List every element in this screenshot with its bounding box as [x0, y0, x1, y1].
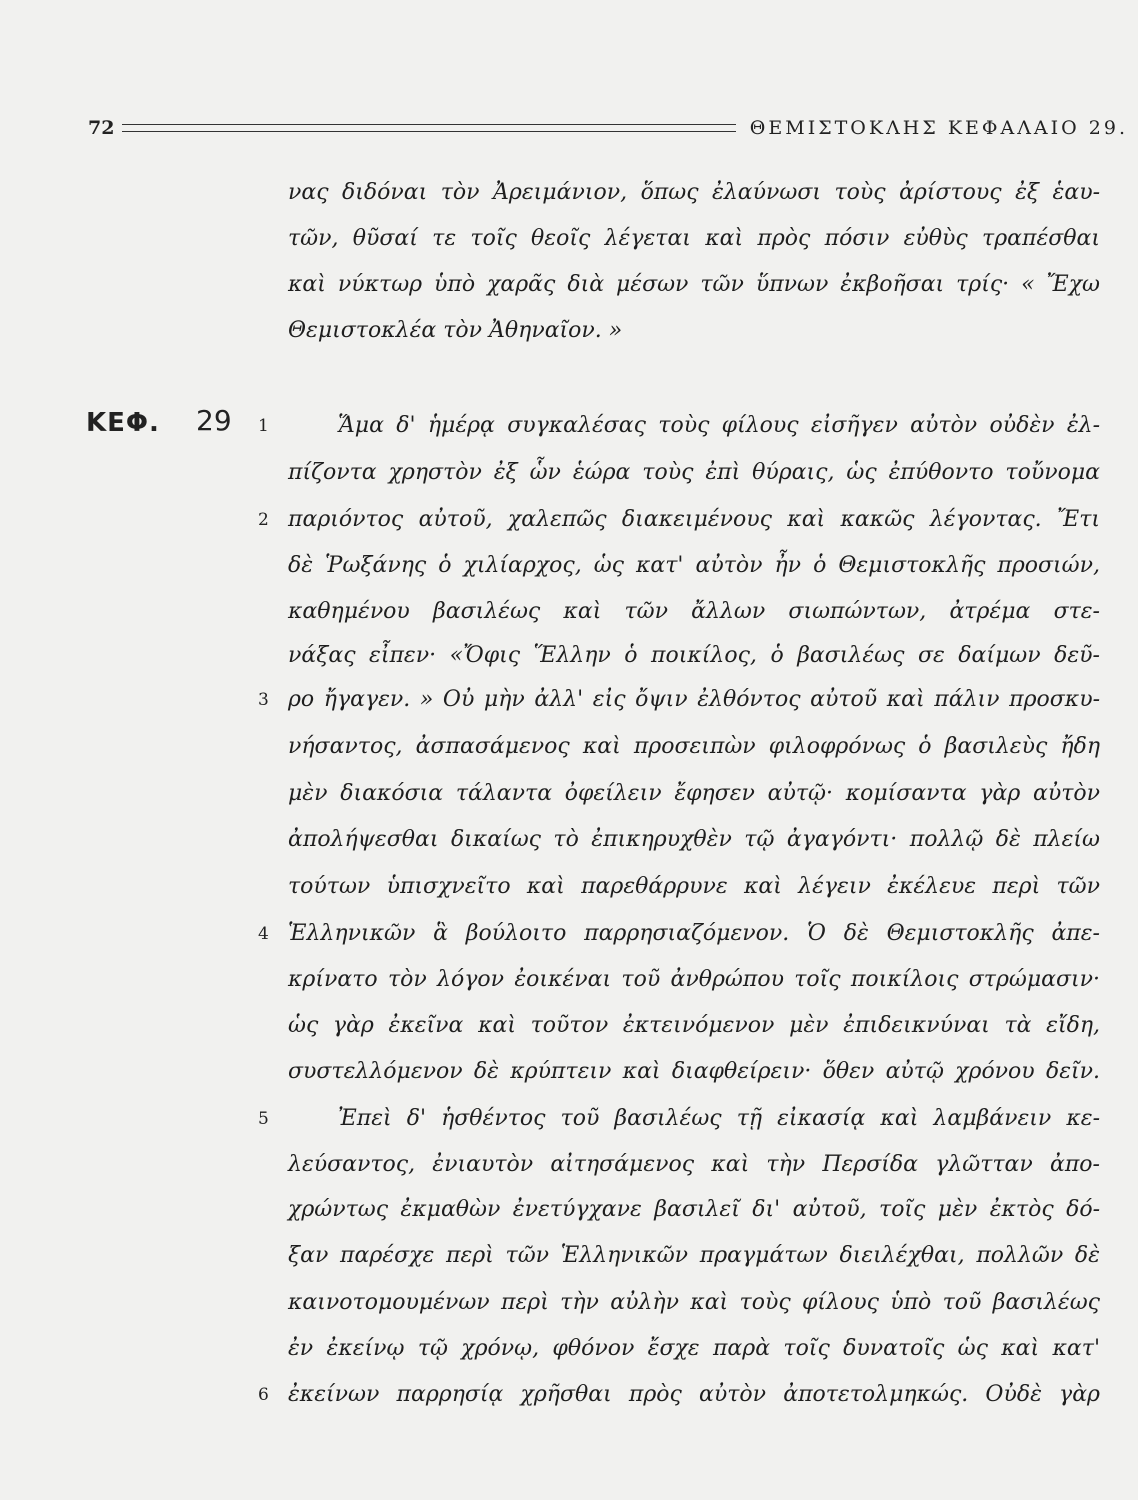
text-line: τούτων ὑπισχνεῖτο καὶ παρεθάρρυνε καὶ λέγειν ἐκέλευε περὶ τῶν	[288, 874, 1100, 899]
text-line: δὲ Ῥωξάνης ὁ χιλίαρχος, ὡς κατ' αὐτὸν ἦν ὁ Θεμιστοκλῆς προσιών,	[288, 553, 1100, 578]
text-line: Ἑλληνικῶν ἃ βούλοιτο παρρησιαζόμενον. Ὁ δὲ Θεμιστοκλῆς ἀπε-	[288, 921, 1100, 946]
text-line: Θεμιστοκλέα τὸν Ἀθηναῖον. »	[288, 318, 623, 343]
text-line: ἀπολήψεσθαι δικαίως τὸ ἐπικηρυχθὲν τῷ ἀγαγόντι· πολλῷ δὲ πλείω	[288, 827, 1100, 852]
text-line: συστελλόμενον δὲ κρύπτειν καὶ διαφθείρειν· ὅθεν αὐτῷ χρόνου δεῖν.	[288, 1059, 1100, 1084]
text-line: νάξας εἶπεν· «Ὄφις Ἕλλην ὁ ποικίλος, ὁ βασιλέως σε δαίμων δεῦ-	[288, 643, 1100, 668]
text-line: ξαν παρέσχε περὶ τῶν Ἑλληνικῶν πραγμάτων διειλέχθαι, πολλῶν δὲ	[288, 1243, 1100, 1268]
text-line: Ἅμα δ' ἡμέρᾳ συγκαλέσας τοὺς φίλους εἰσῆγεν αὐτὸν οὐδὲν ἐλ-	[338, 413, 1100, 438]
text-line: λεύσαντος, ἐνιαυτὸν αἰτησάμενος καὶ τὴν Περσίδα γλῶτταν ἀπο-	[288, 1152, 1100, 1177]
section-number: 5	[258, 1109, 269, 1129]
text-line: χρώντως ἐκμαθὼν ἐνετύγχανε βασιλεῖ δι' αὐτοῦ, τοῖς μὲν ἐκτὸς δό-	[288, 1197, 1100, 1222]
section-number: 4	[258, 924, 269, 944]
section-number: 1	[258, 416, 269, 436]
chapter-label: ΚΕΦ.	[86, 408, 160, 438]
text-line: μὲν διακόσια τάλαντα ὀφείλειν ἔφησεν αὐτῷ· κομίσαντα γὰρ αὐτὸν	[288, 781, 1100, 806]
header-rule	[122, 124, 735, 132]
text-line: νήσαντος, ἀσπασάμενος καὶ προσειπὼν φιλοφρόνως ὁ βασιλεὺς ἤδη	[288, 734, 1100, 759]
text-line: πίζοντα χρηστὸν ἐξ ὧν ἑώρα τοὺς ἐπὶ θύραις, ὡς ἐπύθοντο τοὔνομα	[288, 460, 1100, 485]
text-line: καινοτομουμένων περὶ τὴν αὐλὴν καὶ τοὺς φίλους ὑπὸ τοῦ βασιλέως	[288, 1290, 1100, 1315]
text-line: ἐκείνων παρρησίᾳ χρῆσθαι πρὸς αὐτὸν ἀποτετολμηκώς. Οὐδὲ γὰρ	[288, 1382, 1100, 1407]
text-line: νας διδόναι τὸν Ἀρειμάνιον, ὅπως ἐλαύνωσι τοὺς ἀρίστους ἐξ ἑαυ-	[288, 180, 1100, 205]
page-number: 72	[88, 117, 115, 139]
text-line: ρο ἤγαγεν. » Οὐ μὴν ἀλλ' εἰς ὄψιν ἐλθόντος αὐτοῦ καὶ πάλιν προσκυ-	[288, 687, 1100, 712]
section-number: 2	[258, 510, 269, 530]
section-number: 3	[258, 690, 269, 710]
text-line: καθημένου βασιλέως καὶ τῶν ἄλλων σιωπώντων, ἀτρέμα στε-	[288, 599, 1100, 624]
chapter-number: 29	[196, 404, 232, 437]
text-line: τῶν, θῦσαί τε τοῖς θεοῖς λέγεται καὶ πρὸς πόσιν εὐθὺς τραπέσθαι	[288, 226, 1100, 251]
text-line: κρίνατο τὸν λόγον ἐοικέναι τοῦ ἀνθρώπου τοῖς ποικίλοις στρώμασιν·	[288, 967, 1100, 992]
section-number: 6	[258, 1385, 269, 1405]
text-line: ἐν ἐκείνῳ τῷ χρόνῳ, φθόνον ἔσχε παρὰ τοῖς δυνατοῖς ὡς καὶ κατ'	[288, 1336, 1100, 1361]
text-line: καὶ νύκτωρ ὑπὸ χαρᾶς διὰ μέσων τῶν ὕπνων ἐκβοῆσαι τρίς· « Ἔχω	[288, 272, 1100, 297]
text-line: ὡς γὰρ ἐκεῖνα καὶ τοῦτον ἐκτεινόμενον μὲν ἐπιδεικνύναι τὰ εἴδη,	[288, 1013, 1100, 1038]
text-line: παριόντος αὐτοῦ, χαλεπῶς διακειμένους καὶ κακῶς λέγοντας. Ἔτι	[288, 507, 1100, 532]
text-line: Ἐπεὶ δ' ἡσθέντος τοῦ βασιλέως τῇ εἰκασίᾳ καὶ λαμβάνειν κε-	[338, 1106, 1100, 1131]
page-header	[88, 113, 1128, 143]
running-head: ΘΕΜΙΣΤΟΚΛΗΣ ΚΕΦΑΛΑΙΟ 29.	[749, 117, 1128, 139]
